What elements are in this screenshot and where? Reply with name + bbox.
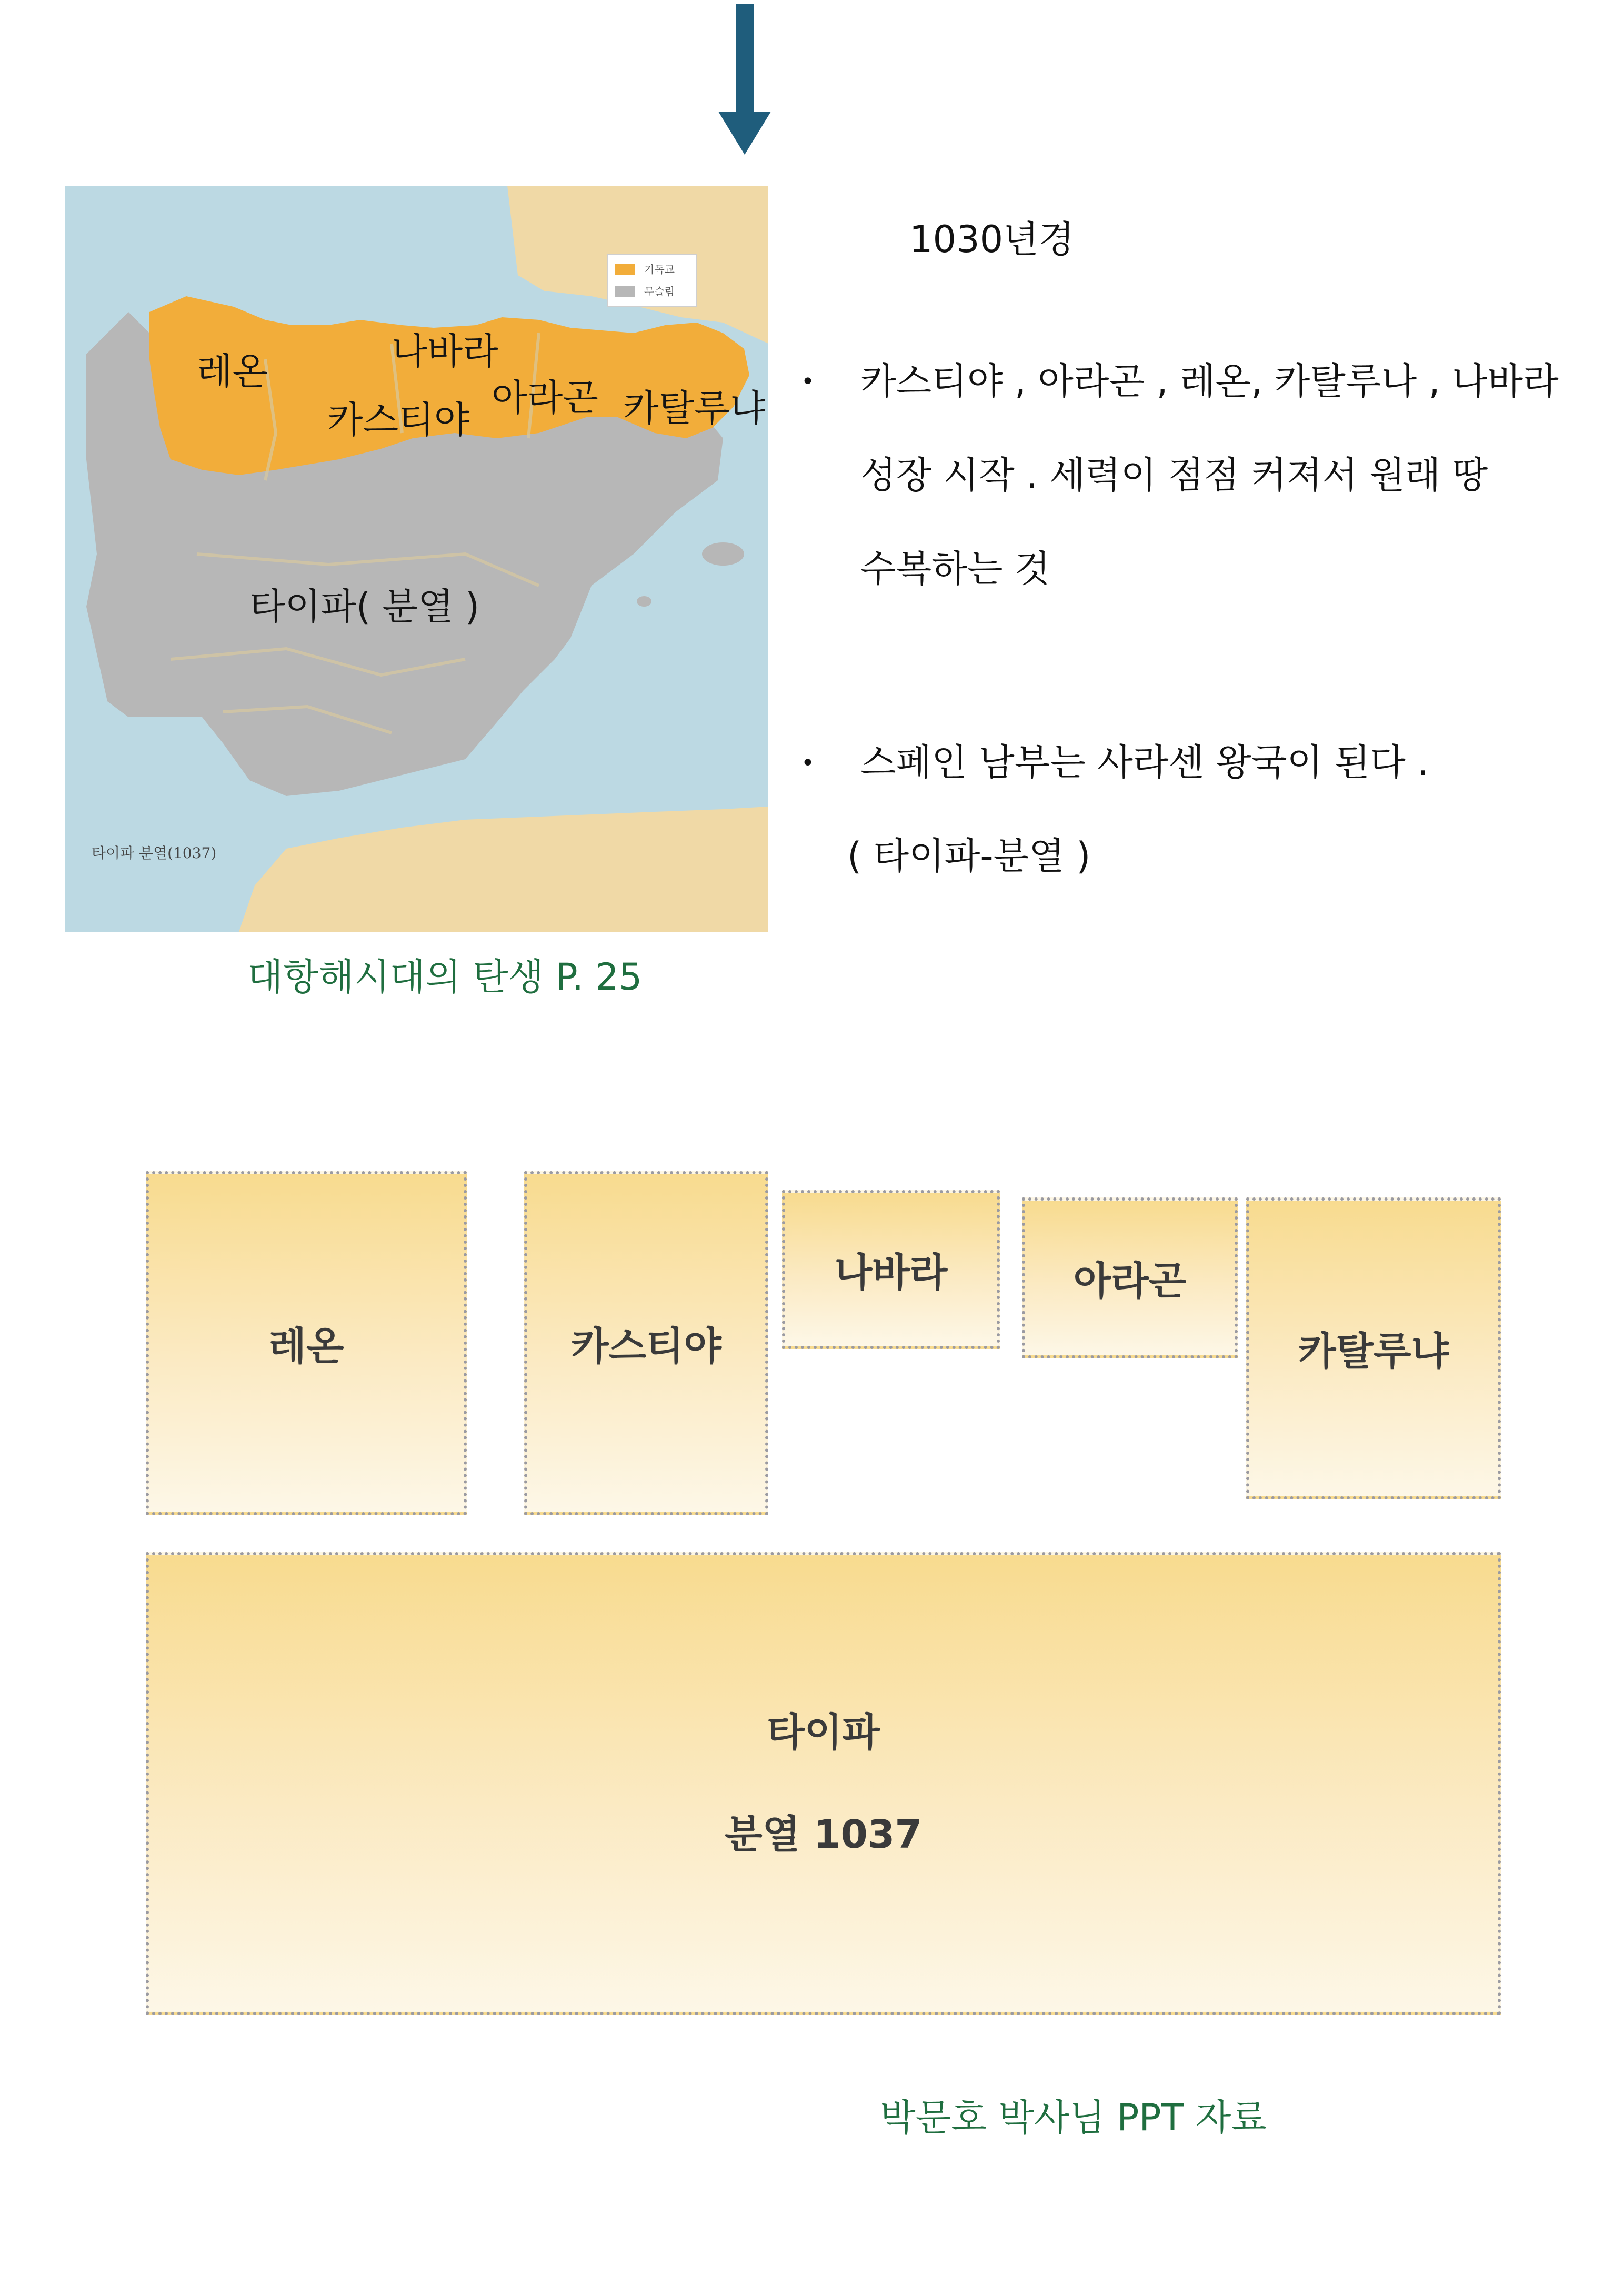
ppt-label-taifa: 타이파 [767, 1710, 880, 1755]
map-label-castilla: 카스티야 [327, 398, 470, 441]
map-label-leon: 레온 [197, 350, 268, 393]
down-arrow-icon [718, 112, 771, 155]
down-arrow-shaft [736, 4, 754, 113]
ppt-box-aragon [1022, 1197, 1238, 1358]
bullet1-line1: 카스티야 , 아라곤 , 레온, 카탈루나 , 나바라 [860, 360, 1559, 403]
ppt-box-leon [146, 1171, 467, 1515]
map-label-navarra: 나바라 [392, 330, 498, 373]
map-label-catalunya: 카탈루냐 [623, 387, 766, 430]
ppt-box-castilla [524, 1171, 768, 1515]
map-label-taifa: 타이파( 분열 ) [249, 585, 480, 628]
ppt-box-taifa [146, 1552, 1501, 2015]
ppt-label-castilla: 카스티야 [571, 1324, 721, 1369]
bullet2-line1: 스페인 남부는 사라센 왕국이 된다 . [860, 741, 1429, 784]
map-label-aragon: 아라곤 [492, 376, 598, 419]
ppt-label-leon: 레온 [268, 1324, 344, 1369]
map-source-caption: 대항해시대의 탄생 P. 25 [247, 955, 643, 999]
ppt-box-navarra [782, 1190, 1000, 1349]
ppt-source-caption: 박문호 박사님 PPT 자료 [880, 2096, 1267, 2139]
bullet1-line3: 수복하는 것 [860, 547, 1050, 590]
bullet1-line2: 성장 시작 . 세력이 점점 커져서 원래 땅 [860, 454, 1488, 497]
ppt-label-catalunya: 카탈루냐 [1298, 1329, 1449, 1374]
legend-muslim: 무슬림 [644, 285, 675, 298]
map-inner-caption: 타이파 분열(1037) [92, 844, 217, 862]
ppt-box-catalunya [1246, 1197, 1501, 1499]
legend-christian: 기독교 [644, 263, 675, 276]
bullet-2: • [801, 750, 815, 777]
iberia-map [65, 186, 768, 932]
bullet-1: • [801, 368, 815, 395]
ppt-label-taifa-year: 분열 1037 [725, 1812, 922, 1857]
ppt-label-navarra: 나바라 [834, 1250, 948, 1295]
ppt-label-aragon: 아라곤 [1073, 1258, 1187, 1304]
year-heading: 1030년경 [909, 218, 1075, 261]
bullet2-line2: ( 타이파-분열 ) [847, 834, 1091, 878]
